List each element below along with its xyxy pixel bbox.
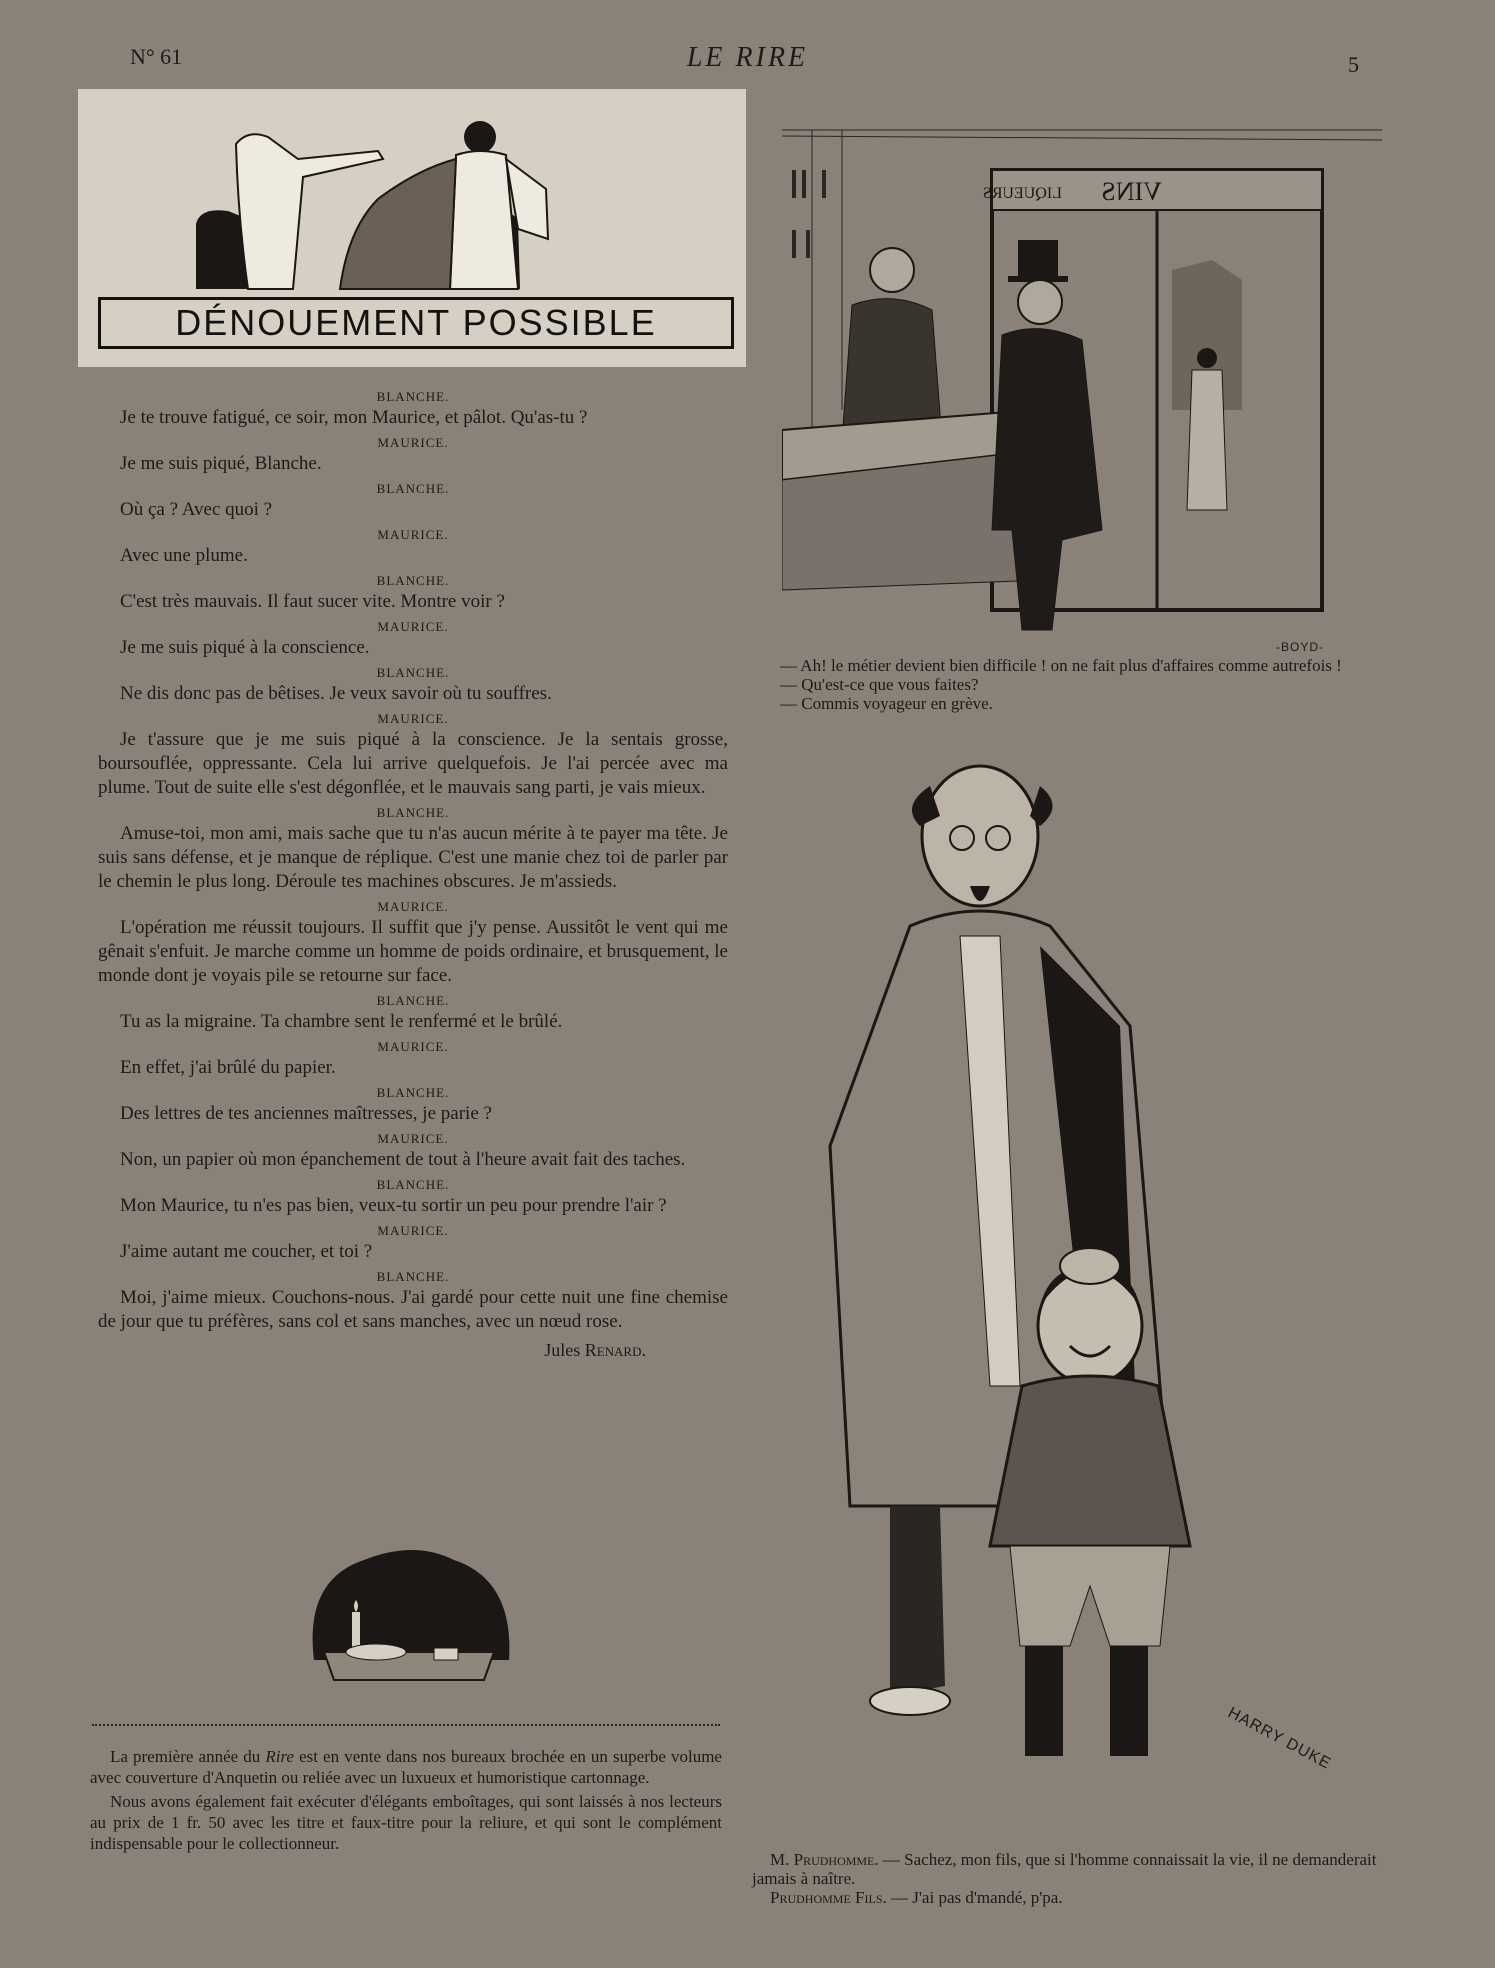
speaker-name: BLANCHE. bbox=[376, 805, 450, 820]
prudhomme-cartoon bbox=[790, 746, 1260, 1796]
dialogue-line: Où ça ? Avec quoi ? bbox=[120, 499, 273, 520]
speaker-name: MAURICE. bbox=[377, 435, 449, 450]
dialogue-column bbox=[98, 386, 728, 1362]
dialogue-line: L'opération me réussit toujours. Il suffit que j'y pense. Aussitôt le vent qui me gênait s'enfuit. Je marche comme un homme de poids ordinaire, et brusquement, le monde dont je voyais pile se retourne sur face. bbox=[98, 917, 728, 986]
caption-son: Prudhomme Fils. — J'ai pas d'mandé, p'pa. bbox=[770, 1888, 1063, 1907]
speaker-name: MAURICE. bbox=[377, 711, 449, 726]
candle-vignette bbox=[304, 1540, 514, 1700]
title-illustration bbox=[78, 89, 746, 367]
prudhomme-cartoon-signature: HARRY DUKE bbox=[1224, 1704, 1334, 1773]
dialogue-line: Des lettres de tes anciennes maîtresses, je parie ? bbox=[120, 1103, 492, 1124]
section-divider bbox=[92, 1724, 720, 1726]
speaker-name: MAURICE. bbox=[377, 1039, 449, 1054]
dialogue-line: Je te trouve fatigué, ce soir, mon Maurice, et pâlot. Qu'as-tu ? bbox=[120, 407, 588, 428]
speaker-name: BLANCHE. bbox=[376, 573, 450, 588]
dialogue-line: Je me suis piqué à la conscience. bbox=[120, 637, 370, 658]
speaker-name: BLANCHE. bbox=[376, 665, 450, 680]
speaker-name: BLANCHE. bbox=[376, 389, 450, 404]
dialogue-line: C'est très mauvais. Il faut sucer vite. Montre voir ? bbox=[120, 591, 505, 612]
speaker-name: MAURICE. bbox=[377, 619, 449, 634]
caption-line-3: — Commis voyageur en grève. bbox=[780, 694, 993, 713]
journal-title: LE RIRE bbox=[686, 42, 809, 73]
dialogue-line: Amuse-toi, mon ami, mais sache que tu n'as aucun mérite à te payer ma tête. Je suis sans défense, et je manque de réplique. C'est une manie chez toi de parler par le chemin le plus long. Déroule tes machines obscures. Je m'assieds. bbox=[98, 823, 728, 892]
shop-sign-vins: VINS bbox=[1101, 177, 1162, 206]
publisher-notice bbox=[90, 1746, 722, 1857]
shop-sign-liqueurs: LIQUEURS bbox=[982, 185, 1062, 202]
dialogue-line: Je me suis piqué, Blanche. bbox=[120, 453, 322, 474]
dialogue-line: Moi, j'aime mieux. Couchons-nous. J'ai gardé pour cette nuit une fine chemise de jour que tu préfères, sans col et sans manches, avec un nœud rose. bbox=[98, 1287, 728, 1332]
speaker-name: MAURICE. bbox=[377, 527, 449, 542]
speaker-name: MAURICE. bbox=[377, 1131, 449, 1146]
dialogue-line: Tu as la migraine. Ta chambre sent le renfermé et le brûlé. bbox=[120, 1011, 563, 1032]
speaker-name: BLANCHE. bbox=[376, 1085, 450, 1100]
bar-cartoon-signature: -BOYD- bbox=[1276, 640, 1324, 654]
dialogue-line: Non, un papier où mon épanchement de tout à l'heure avait fait des taches. bbox=[120, 1149, 686, 1170]
caption-line-1: — Ah! le métier devient bien difficile ! on ne fait plus d'affaires comme autrefois ! bbox=[780, 656, 1342, 675]
wine-shop-cartoon bbox=[782, 110, 1382, 640]
issue-number: N° 61 bbox=[130, 44, 183, 69]
speaker-name: BLANCHE. bbox=[376, 481, 450, 496]
speaker-name: BLANCHE. bbox=[376, 1269, 450, 1284]
notice-paragraph-2: Nous avons également fait exécuter d'élégants emboîtages, qui sont laissés à nos lecteurs au prix de 1 fr. 50 avec les titre et faux-titre pour la reliure, et qui sont le complément indispensable pour le collectionneur. bbox=[90, 1792, 722, 1853]
dialogue-line: Avec une plume. bbox=[120, 545, 248, 566]
dialogue-line: En effet, j'ai brûlé du papier. bbox=[120, 1057, 336, 1078]
speaker-name: MAURICE. bbox=[377, 899, 449, 914]
caption-line-2: — Qu'est-ce que vous faites? bbox=[780, 675, 979, 694]
caption-father: M. Prudhomme. — Sachez, mon fils, que si l'homme connaissait la vie, il ne demanderait jamais à naître. bbox=[752, 1850, 1377, 1888]
speaker-name: BLANCHE. bbox=[376, 993, 450, 1008]
dialogue-line: Ne dis donc pas de bêtises. Je veux savoir où tu souffres. bbox=[120, 683, 552, 704]
dialogue-line: Mon Maurice, tu n'es pas bien, veux-tu sortir un peu pour prendre l'air ? bbox=[120, 1195, 667, 1216]
bar-cartoon-caption bbox=[762, 656, 1392, 713]
title-banner: DÉNOUEMENT POSSIBLE bbox=[98, 297, 734, 349]
dialogue-line: J'aime autant me coucher, et toi ? bbox=[120, 1241, 373, 1262]
page-number: 5 bbox=[1348, 52, 1359, 77]
prudhomme-cartoon-caption bbox=[752, 1850, 1392, 1907]
author-signature: Jules Renard. bbox=[544, 1340, 646, 1360]
speaker-name: BLANCHE. bbox=[376, 1177, 450, 1192]
notice-paragraph-1: La première année du Rire est en vente dans nos bureaux brochée en un superbe volume avec couverture d'Anquetin ou reliée avec un luxueux et humoristique cartonnage. bbox=[90, 1747, 722, 1787]
dialogue-line: Je t'assure que je me suis piqué à la conscience. Je la sentais grosse, boursouflée, oppressante. Cela lui arrive quelquefois. Je l'ai percée avec ma plume. Tout de suite elle s'est dégonflée, et le mauvais sang parti, je vais mieux. bbox=[98, 729, 728, 798]
speaker-name: MAURICE. bbox=[377, 1223, 449, 1238]
